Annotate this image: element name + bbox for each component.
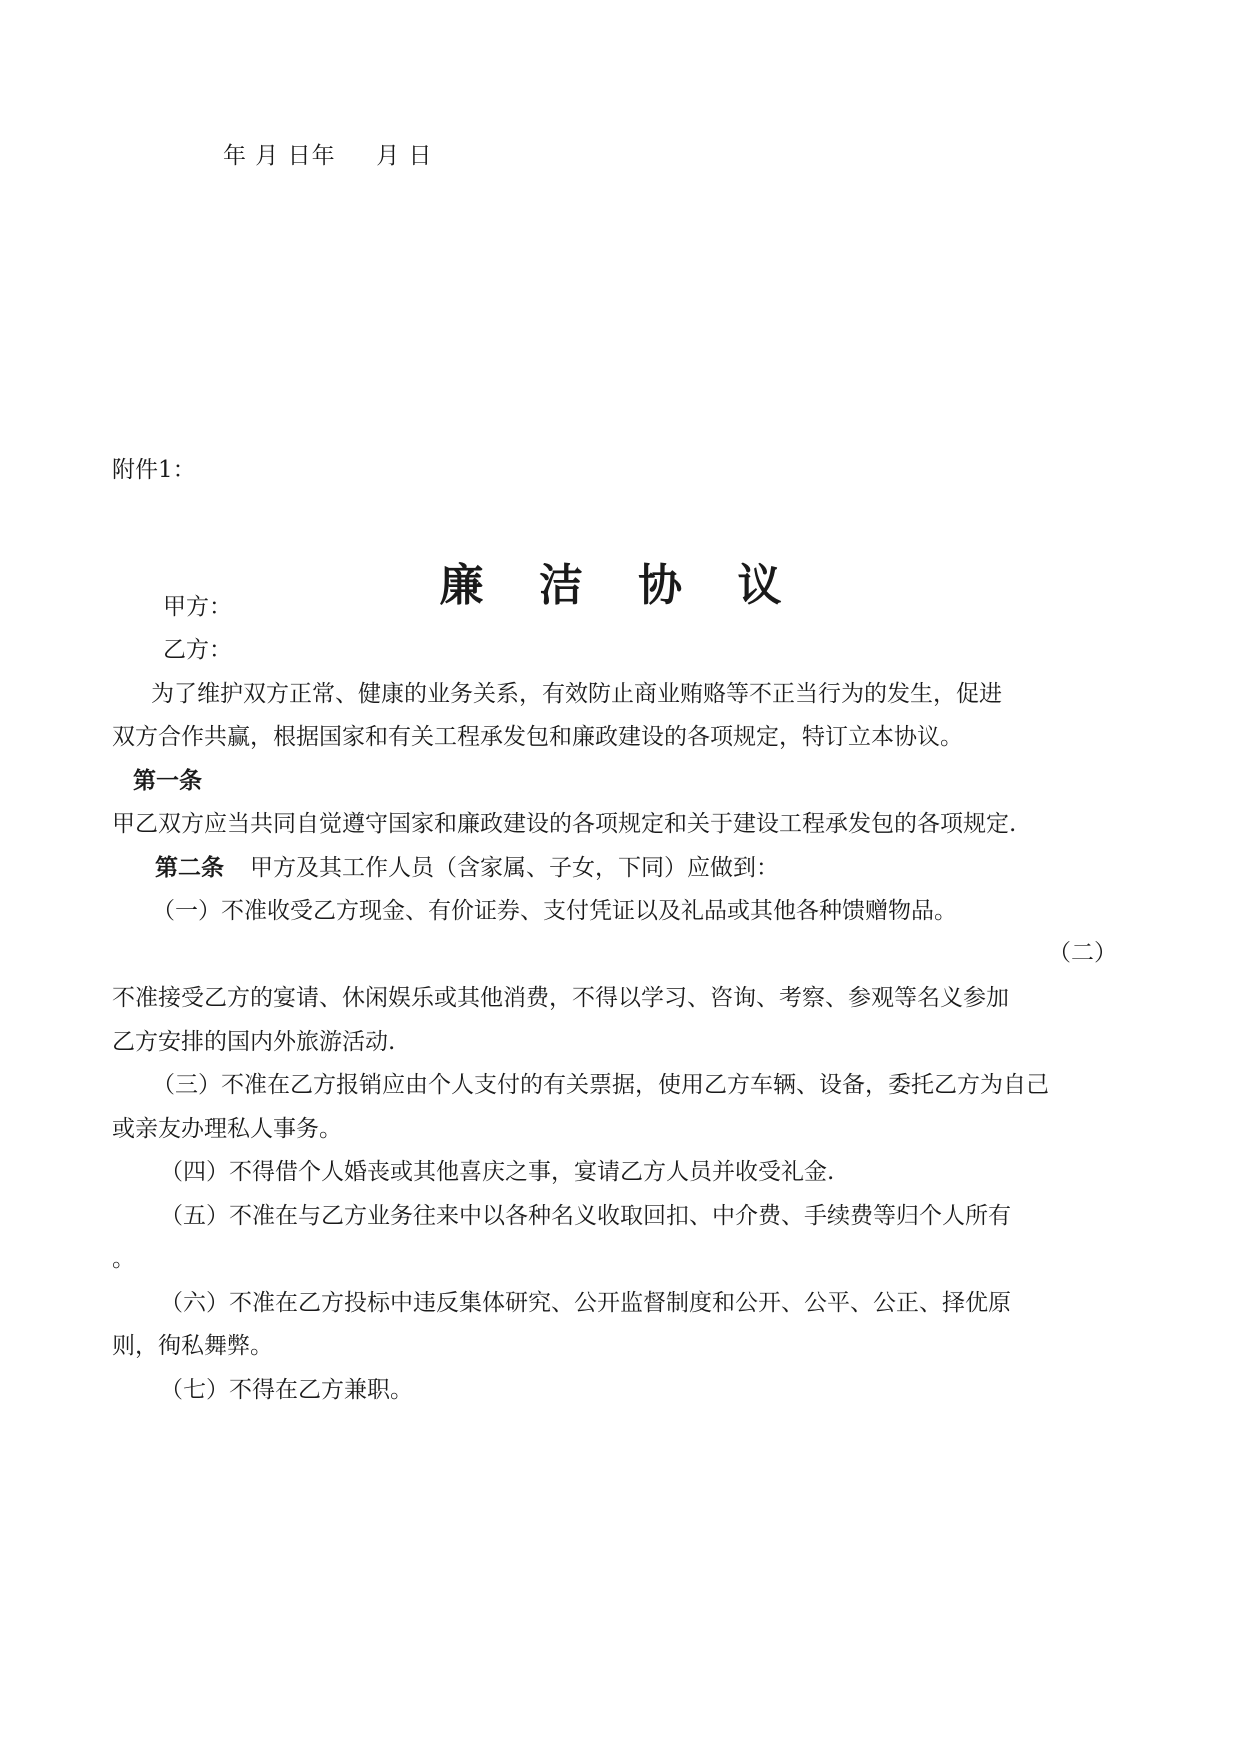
item-2-marker: （二） bbox=[1048, 940, 1117, 966]
item-5-line-2: 。 bbox=[112, 1246, 135, 1272]
item-5-line-1: （五）不准在与乙方业务往来中以各种名义收取回扣、中介费、手续费等归个人所有 bbox=[160, 1203, 1011, 1229]
date-line: 年 月 日年 月 日 bbox=[223, 143, 433, 169]
item-6-line-1: （六）不准在乙方投标中违反集体研究、公开监督制度和公开、公平、公正、择优原 bbox=[160, 1290, 1011, 1316]
item-2-line-2: 乙方安排的国内外旅游活动. bbox=[112, 1029, 396, 1055]
article2-text: 甲方及其工作人员（含家属、子女，下同）应做到： bbox=[250, 855, 779, 881]
document-title: 廉 洁 协 议 bbox=[439, 560, 802, 611]
intro-line-2: 双方合作共赢，根据国家和有关工程承发包和廉政建设的各项规定，特订立本协议。 bbox=[112, 724, 963, 750]
item-4: （四）不得借个人婚丧或其他喜庆之事，宴请乙方人员并收受礼金. bbox=[160, 1159, 835, 1185]
article1-heading: 第一条 bbox=[133, 768, 202, 794]
item-3-line-1: （三）不准在乙方报销应由个人支付的有关票据，使用乙方车辆、设备，委托乙方为自己 bbox=[152, 1072, 1049, 1098]
item-1: （一）不准收受乙方现金、有价证券、支付凭证以及礼品或其他各种馈赠物品。 bbox=[152, 898, 957, 924]
article1-text: 甲乙双方应当共同自觉遵守国家和廉政建设的各项规定和关于建设工程承发包的各项规定. bbox=[112, 811, 1017, 837]
item-2-line-1: 不准接受乙方的宴请、休闲娱乐或其他消费，不得以学习、咨询、考察、参观等名义参加 bbox=[112, 985, 1009, 1011]
article2-heading: 第二条 bbox=[155, 855, 224, 881]
party-b-label: 乙方： bbox=[163, 637, 232, 663]
attachment-label: 附件1： bbox=[112, 457, 196, 483]
article2-row bbox=[155, 853, 779, 883]
party-a-label: 甲方： bbox=[163, 594, 232, 620]
item-3-line-2: 或亲友办理私人事务。 bbox=[112, 1116, 342, 1142]
item-7: （七）不得在乙方兼职。 bbox=[160, 1377, 413, 1403]
intro-line-1: 为了维护双方正常、健康的业务关系，有效防止商业贿赂等不正当行为的发生，促进 bbox=[151, 681, 1002, 707]
item-6-line-2: 则，徇私舞弊。 bbox=[112, 1333, 273, 1359]
